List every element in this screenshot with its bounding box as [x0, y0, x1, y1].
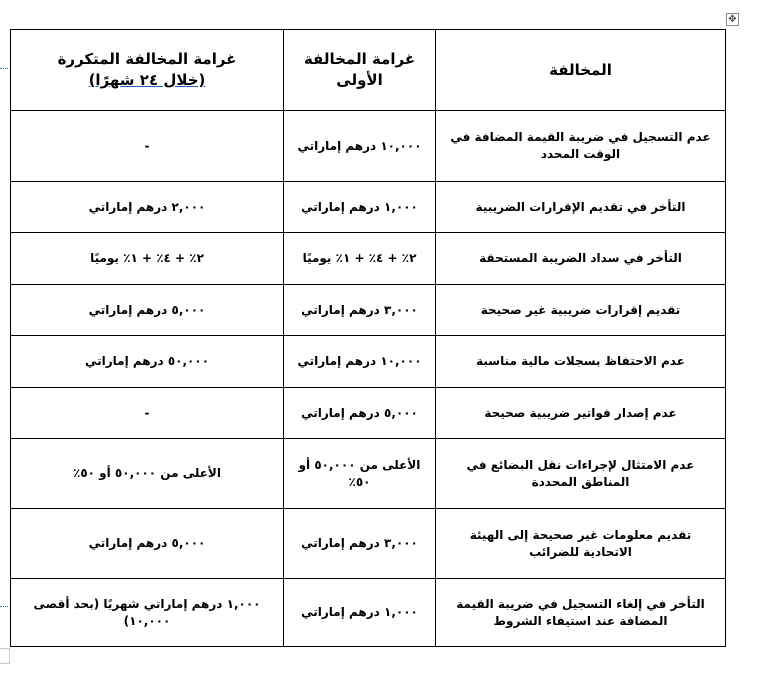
cell-violation: تقديم معلومات غير صحيحة إلى الهيئة الاتحادية للضرائب: [436, 509, 726, 579]
cell-first-fine: ٣,٠٠٠ درهم إماراتي: [284, 285, 436, 336]
header-repeat-fine-line1: غرامة المخالفة المتكررة: [57, 50, 237, 68]
table-header-row: [11, 30, 726, 111]
cell-repeat-fine: ٢,٠٠٠ درهم إماراتي: [11, 182, 284, 233]
cell-repeat-fine: الأعلى من ٥٠,٠٠٠ أو ٥٠٪: [11, 439, 284, 509]
table-row: [11, 439, 726, 509]
table-row: [11, 111, 726, 182]
cell-violation: التأخر في إلغاء التسجيل في ضريبة القيمة المضافة عند استيفاء الشروط: [436, 579, 726, 647]
cell-first-fine: الأعلى من ٥٠,٠٠٠ أو ٥٠٪: [284, 439, 436, 509]
table-row: [11, 285, 726, 336]
cell-repeat-fine: -: [11, 111, 284, 182]
cell-repeat-fine: ٥٠,٠٠٠ درهم إماراتي: [11, 336, 284, 388]
cell-violation: عدم الامتثال لإجراءات نقل البضائع في المناطق المحددة: [436, 439, 726, 509]
margin-marker: [0, 606, 8, 608]
cell-first-fine: ٣,٠٠٠ درهم إماراتي: [284, 509, 436, 579]
page-corner-marker: [0, 648, 10, 664]
cell-repeat-fine: ١,٠٠٠ درهم إماراتي شهريًا (بحد أقصى ١٠,٠٠٠): [11, 579, 284, 647]
header-first-fine: غرامة المخالفة الأولى: [284, 30, 436, 111]
header-violation: المخالفة: [436, 30, 726, 111]
fines-table: [10, 29, 726, 647]
cell-violation: عدم التسجيل في ضريبة القيمة المضافة في الوقت المحدد: [436, 111, 726, 182]
table-row: [11, 182, 726, 233]
cell-first-fine: ١,٠٠٠ درهم إماراتي: [284, 182, 436, 233]
cell-repeat-fine: ٥,٠٠٠ درهم إماراتي: [11, 285, 284, 336]
cell-first-fine: ١,٠٠٠ درهم إماراتي: [284, 579, 436, 647]
table-row: [11, 233, 726, 285]
cell-first-fine: ٥,٠٠٠ درهم إماراتي: [284, 388, 436, 439]
table-row: [11, 336, 726, 388]
table-row: [11, 388, 726, 439]
table-row: [11, 509, 726, 579]
table-row: [11, 579, 726, 647]
cell-violation: عدم الاحتفاظ بسجلات مالية مناسبة: [436, 336, 726, 388]
margin-marker: [0, 68, 8, 70]
cell-repeat-fine: ٢٪ + ٤٪ + ١٪ يوميًا: [11, 233, 284, 285]
cell-violation: عدم إصدار فواتير ضريبية صحيحة: [436, 388, 726, 439]
cell-violation: التأخر في سداد الضريبة المستحقة: [436, 233, 726, 285]
cell-violation: تقديم إقرارات ضريبية غير صحيحة: [436, 285, 726, 336]
cell-repeat-fine: -: [11, 388, 284, 439]
cell-repeat-fine: ٥,٠٠٠ درهم إماراتي: [11, 509, 284, 579]
cell-first-fine: ٢٪ + ٤٪ + ١٪ يوميًا: [284, 233, 436, 285]
cell-violation: التأخر في تقديم الإقرارات الضريبية: [436, 182, 726, 233]
cell-first-fine: ١٠,٠٠٠ درهم إماراتي: [284, 336, 436, 388]
cell-first-fine: ١٠,٠٠٠ درهم إماراتي: [284, 111, 436, 182]
table-move-handle-icon[interactable]: ✥: [726, 13, 739, 26]
header-repeat-fine-line2: (خلال ٢٤ شهرًا): [88, 71, 206, 89]
header-repeat-fine: [11, 30, 284, 111]
